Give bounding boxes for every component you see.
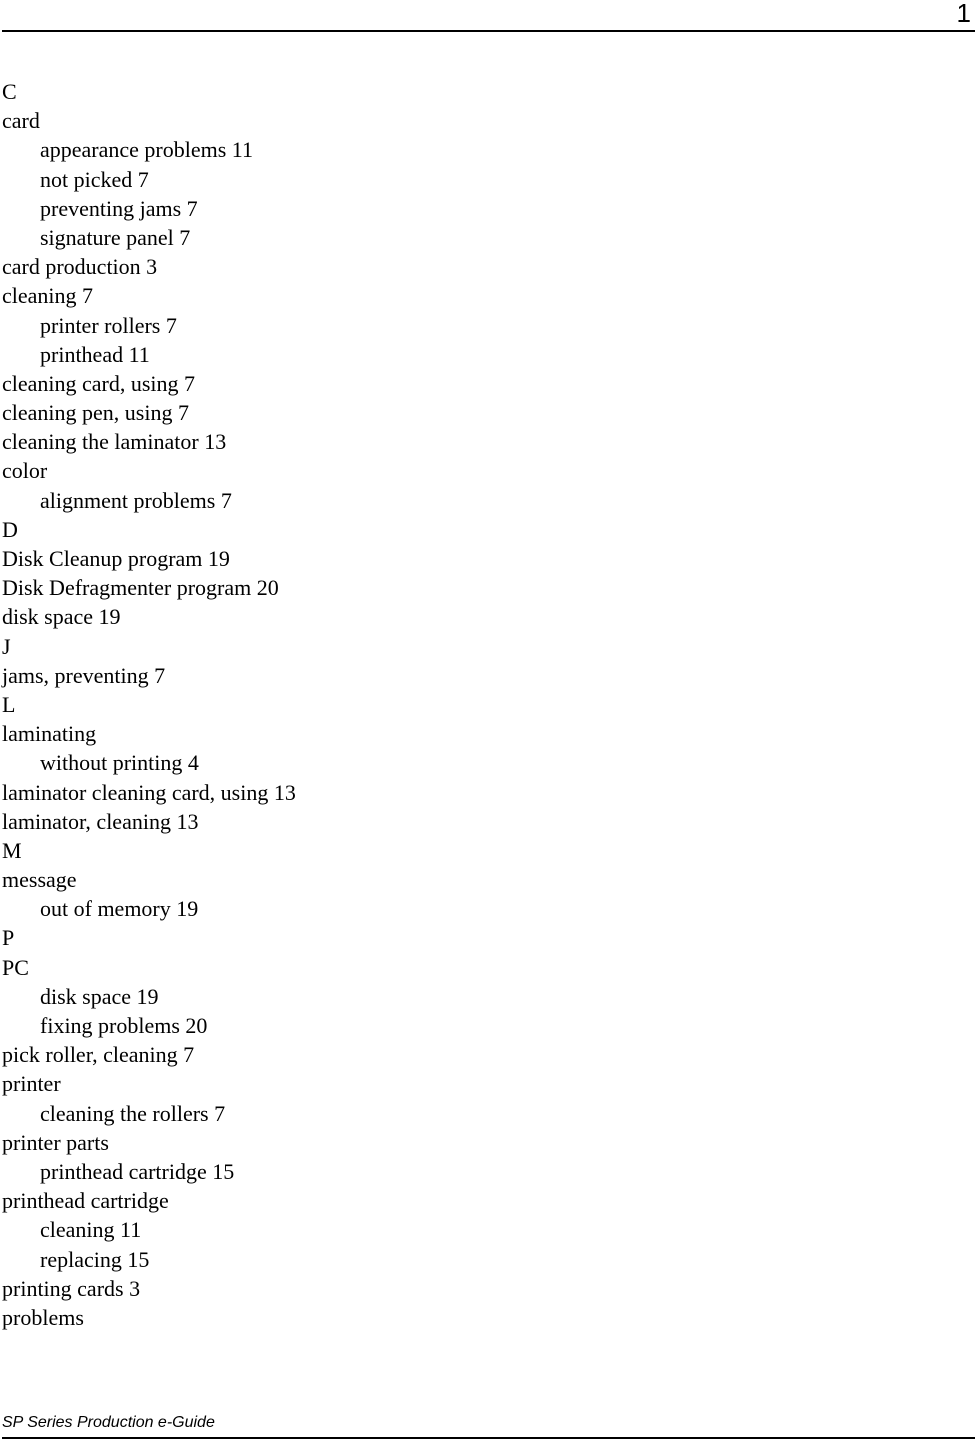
index-subentry: alignment problems 7 [40,487,232,513]
index-entry: cleaning pen, using 7 [2,400,189,426]
index-entry: M [2,837,22,863]
index-entry: jams, preventing 7 [2,662,166,688]
index-subentry: replacing 15 [40,1246,150,1272]
footer-title: SP Series Production e-Guide [2,1414,215,1431]
index-subentry: disk space 19 [40,983,159,1009]
index-subentry: signature panel 7 [40,224,191,250]
index-entry: laminating [2,721,97,747]
index-subentry: fixing problems 20 [40,1013,208,1038]
index-entry: cleaning the laminator 13 [2,429,227,455]
index-entry: laminator cleaning card, using 13 [2,779,296,805]
header-rule [2,30,975,32]
index-entry: card production 3 [2,254,158,280]
index-entry: P [2,925,15,951]
index-entry: message [2,867,77,893]
index-entry: laminator, cleaning 13 [2,808,199,834]
index-entry: printing cards 3 [2,1275,141,1301]
index-entry: card [2,108,40,134]
index-entry: color [2,458,48,484]
index-entry: problems [2,1304,84,1330]
index-subentry: appearance problems 11 [40,137,253,163]
index-entry: printer parts [2,1129,109,1155]
index-entry: C [2,79,17,104]
index-entry: Disk Cleanup program 19 [2,546,230,571]
index-subentry: printhead cartridge 15 [40,1158,235,1184]
index-entry: Disk Defragmenter program 20 [2,575,279,601]
index-subentry: printhead 11 [40,341,150,367]
index-entry: cleaning card, using 7 [2,370,196,396]
index-entry: D [2,516,18,542]
index-subentry: out of memory 19 [40,896,199,922]
index-entry: pick roller, cleaning 7 [2,1042,195,1068]
index-subentry: printer rollers 7 [40,312,177,338]
index-subentry: preventing jams 7 [40,195,198,221]
page-number: 1 [956,0,971,28]
index-subentry: without printing 4 [40,750,199,776]
index-entry: PC [2,954,29,980]
index-entry: disk space 19 [2,604,121,630]
index-entry: printhead cartridge [2,1188,169,1214]
index-subentry: cleaning 11 [40,1217,142,1243]
footer-rule [2,1437,975,1439]
index-list [2,77,296,1332]
index-subentry: cleaning the rollers 7 [40,1100,226,1126]
index-entry: J [2,633,11,659]
index-entry: printer [2,1071,61,1097]
index-entry: L [2,691,16,717]
index-subentry: not picked 7 [40,166,149,192]
index-entry: cleaning 7 [2,283,94,309]
